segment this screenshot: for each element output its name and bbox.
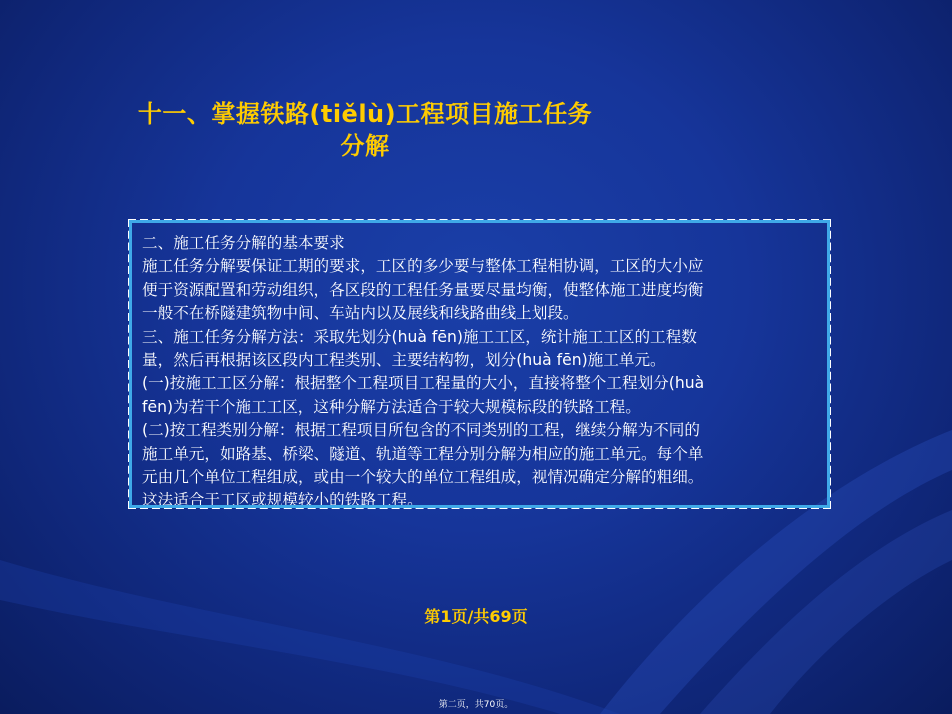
body-line: 二、施工任务分解的基本要求 (142, 234, 345, 252)
body-line: 三、施工任务分解方法：采取先划分(huà fēn)施工工区，统计施工工区的工程数 (142, 327, 697, 346)
body-line: 便于资源配置和劳动组织，各区段的工程任务量要尽量均衡，使整体施工进度均衡 (142, 280, 704, 299)
body-line: 一般不在桥隧建筑物中间、车站内以及展线和线路曲线上划段。 (142, 304, 579, 323)
page-indicator: 第1页/共69页 (424, 607, 528, 626)
footer-text: 第二页，共70页。 (438, 700, 514, 710)
slide-title (0, 98, 730, 162)
body-line: 这法适合于工区或规模较小的铁路工程。 (142, 491, 423, 510)
slide-title-line-2: 分解 (340, 132, 390, 160)
body-line: 量，然后再根据该区段内工程类别、主要结构物，划分(huà fēn)施工单元。 (142, 351, 666, 370)
body-line: 施工单元，如路基、桥梁、隧道、轨道等工程分别分解为相应的施工单元。每个单 (142, 444, 704, 463)
body-line: 施工任务分解要保证工期的要求，工区的多少要与整体工程相协调，工区的大小应 (142, 257, 704, 276)
body-line: (一)按施工工区分解：根据整个工程项目工程量的大小，直接将整个工程划分(huà (142, 374, 705, 393)
body-line: 元由几个单位工程组成，或由一个较大的单位工程组成，视情况确定分解的粗细。 (142, 468, 704, 487)
body-line: (二)按工程类别分解：根据工程项目所包含的不同类别的工程，继续分解为不同的 (142, 421, 700, 440)
body-line: fēn)为若干个施工工区，这种分解方法适合于较大规模标段的铁路工程。 (142, 397, 641, 416)
slide-title-line-1: 十一、掌握铁路(tiělù)工程项目施工任务 (137, 100, 593, 128)
content-box (128, 219, 831, 509)
